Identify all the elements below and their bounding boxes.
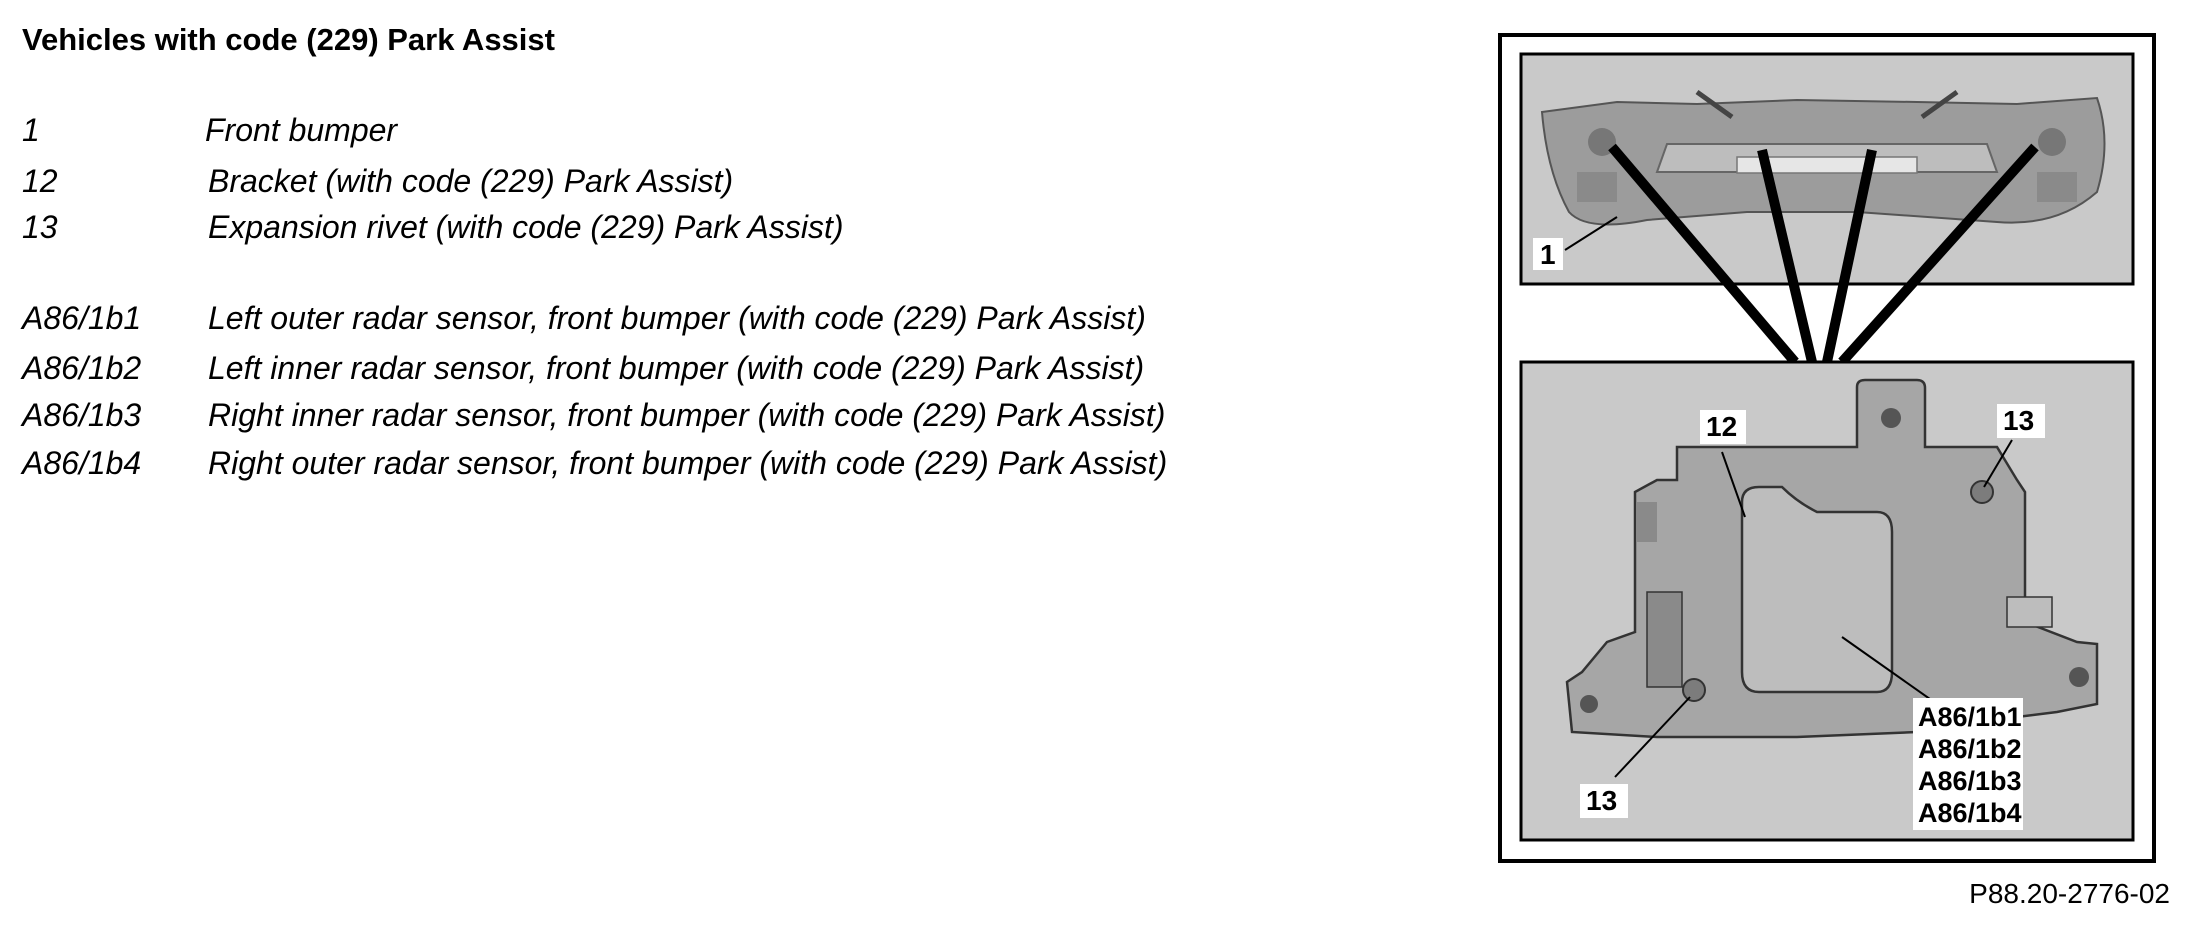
legend-item: [22, 397, 1165, 434]
legend-item: [22, 350, 1144, 387]
callout-label-sensor: A86/1b4: [1918, 798, 2022, 828]
bracket-panel: [1521, 362, 2133, 840]
figure-reference: P88.20-2776-02: [1969, 878, 2170, 909]
rivet: [1683, 679, 1705, 701]
legend-item: [22, 112, 397, 149]
callout-label-rivet-top: 13: [2003, 405, 2035, 436]
legend-item: [22, 163, 733, 200]
legend-code: A86/1b4: [22, 445, 142, 481]
callout-label-sensor: A86/1b2: [1918, 734, 2022, 764]
legend-desc: Left outer radar sensor, front bumper (with code (229) Park Assist): [208, 300, 1146, 336]
legend-item: [22, 209, 844, 246]
legend-desc: Bracket (with code (229) Park Assist): [208, 163, 734, 199]
legend-code: A86/1b2: [22, 350, 142, 386]
legend-desc: Front bumper: [205, 112, 398, 148]
legend-desc: Expansion rivet (with code (229) Park Assist): [208, 209, 844, 245]
rivet: [1971, 481, 1993, 503]
callout-label-sensor: A86/1b3: [1918, 766, 2022, 796]
legend-desc: Right outer radar sensor, front bumper (with code (229) Park Assist): [208, 445, 1168, 481]
callout-label-sensor: A86/1b1: [1918, 702, 2022, 732]
legend-code: 1: [22, 112, 40, 148]
doc-title: Vehicles with code (229) Park Assist: [22, 22, 555, 57]
bumper-panel: [1521, 54, 2133, 284]
legend-item: [22, 300, 1146, 337]
legend-code: A86/1b1: [22, 300, 142, 336]
legend-code: A86/1b3: [22, 397, 142, 433]
callout-label-bumper: 1: [1540, 239, 1556, 270]
callout-label-bracket: 12: [1706, 411, 1738, 442]
legend-code: 12: [22, 163, 58, 199]
legend-item: [22, 445, 1167, 482]
legend-desc: Right inner radar sensor, front bumper (with code (229) Park Assist): [208, 397, 1166, 433]
callout-label-rivet-bottom: 13: [1586, 785, 1618, 816]
legend-desc: Left inner radar sensor, front bumper (with code (229) Park Assist): [208, 350, 1145, 386]
park-assist-figure: [1497, 32, 2157, 864]
legend-code: 13: [22, 209, 58, 245]
